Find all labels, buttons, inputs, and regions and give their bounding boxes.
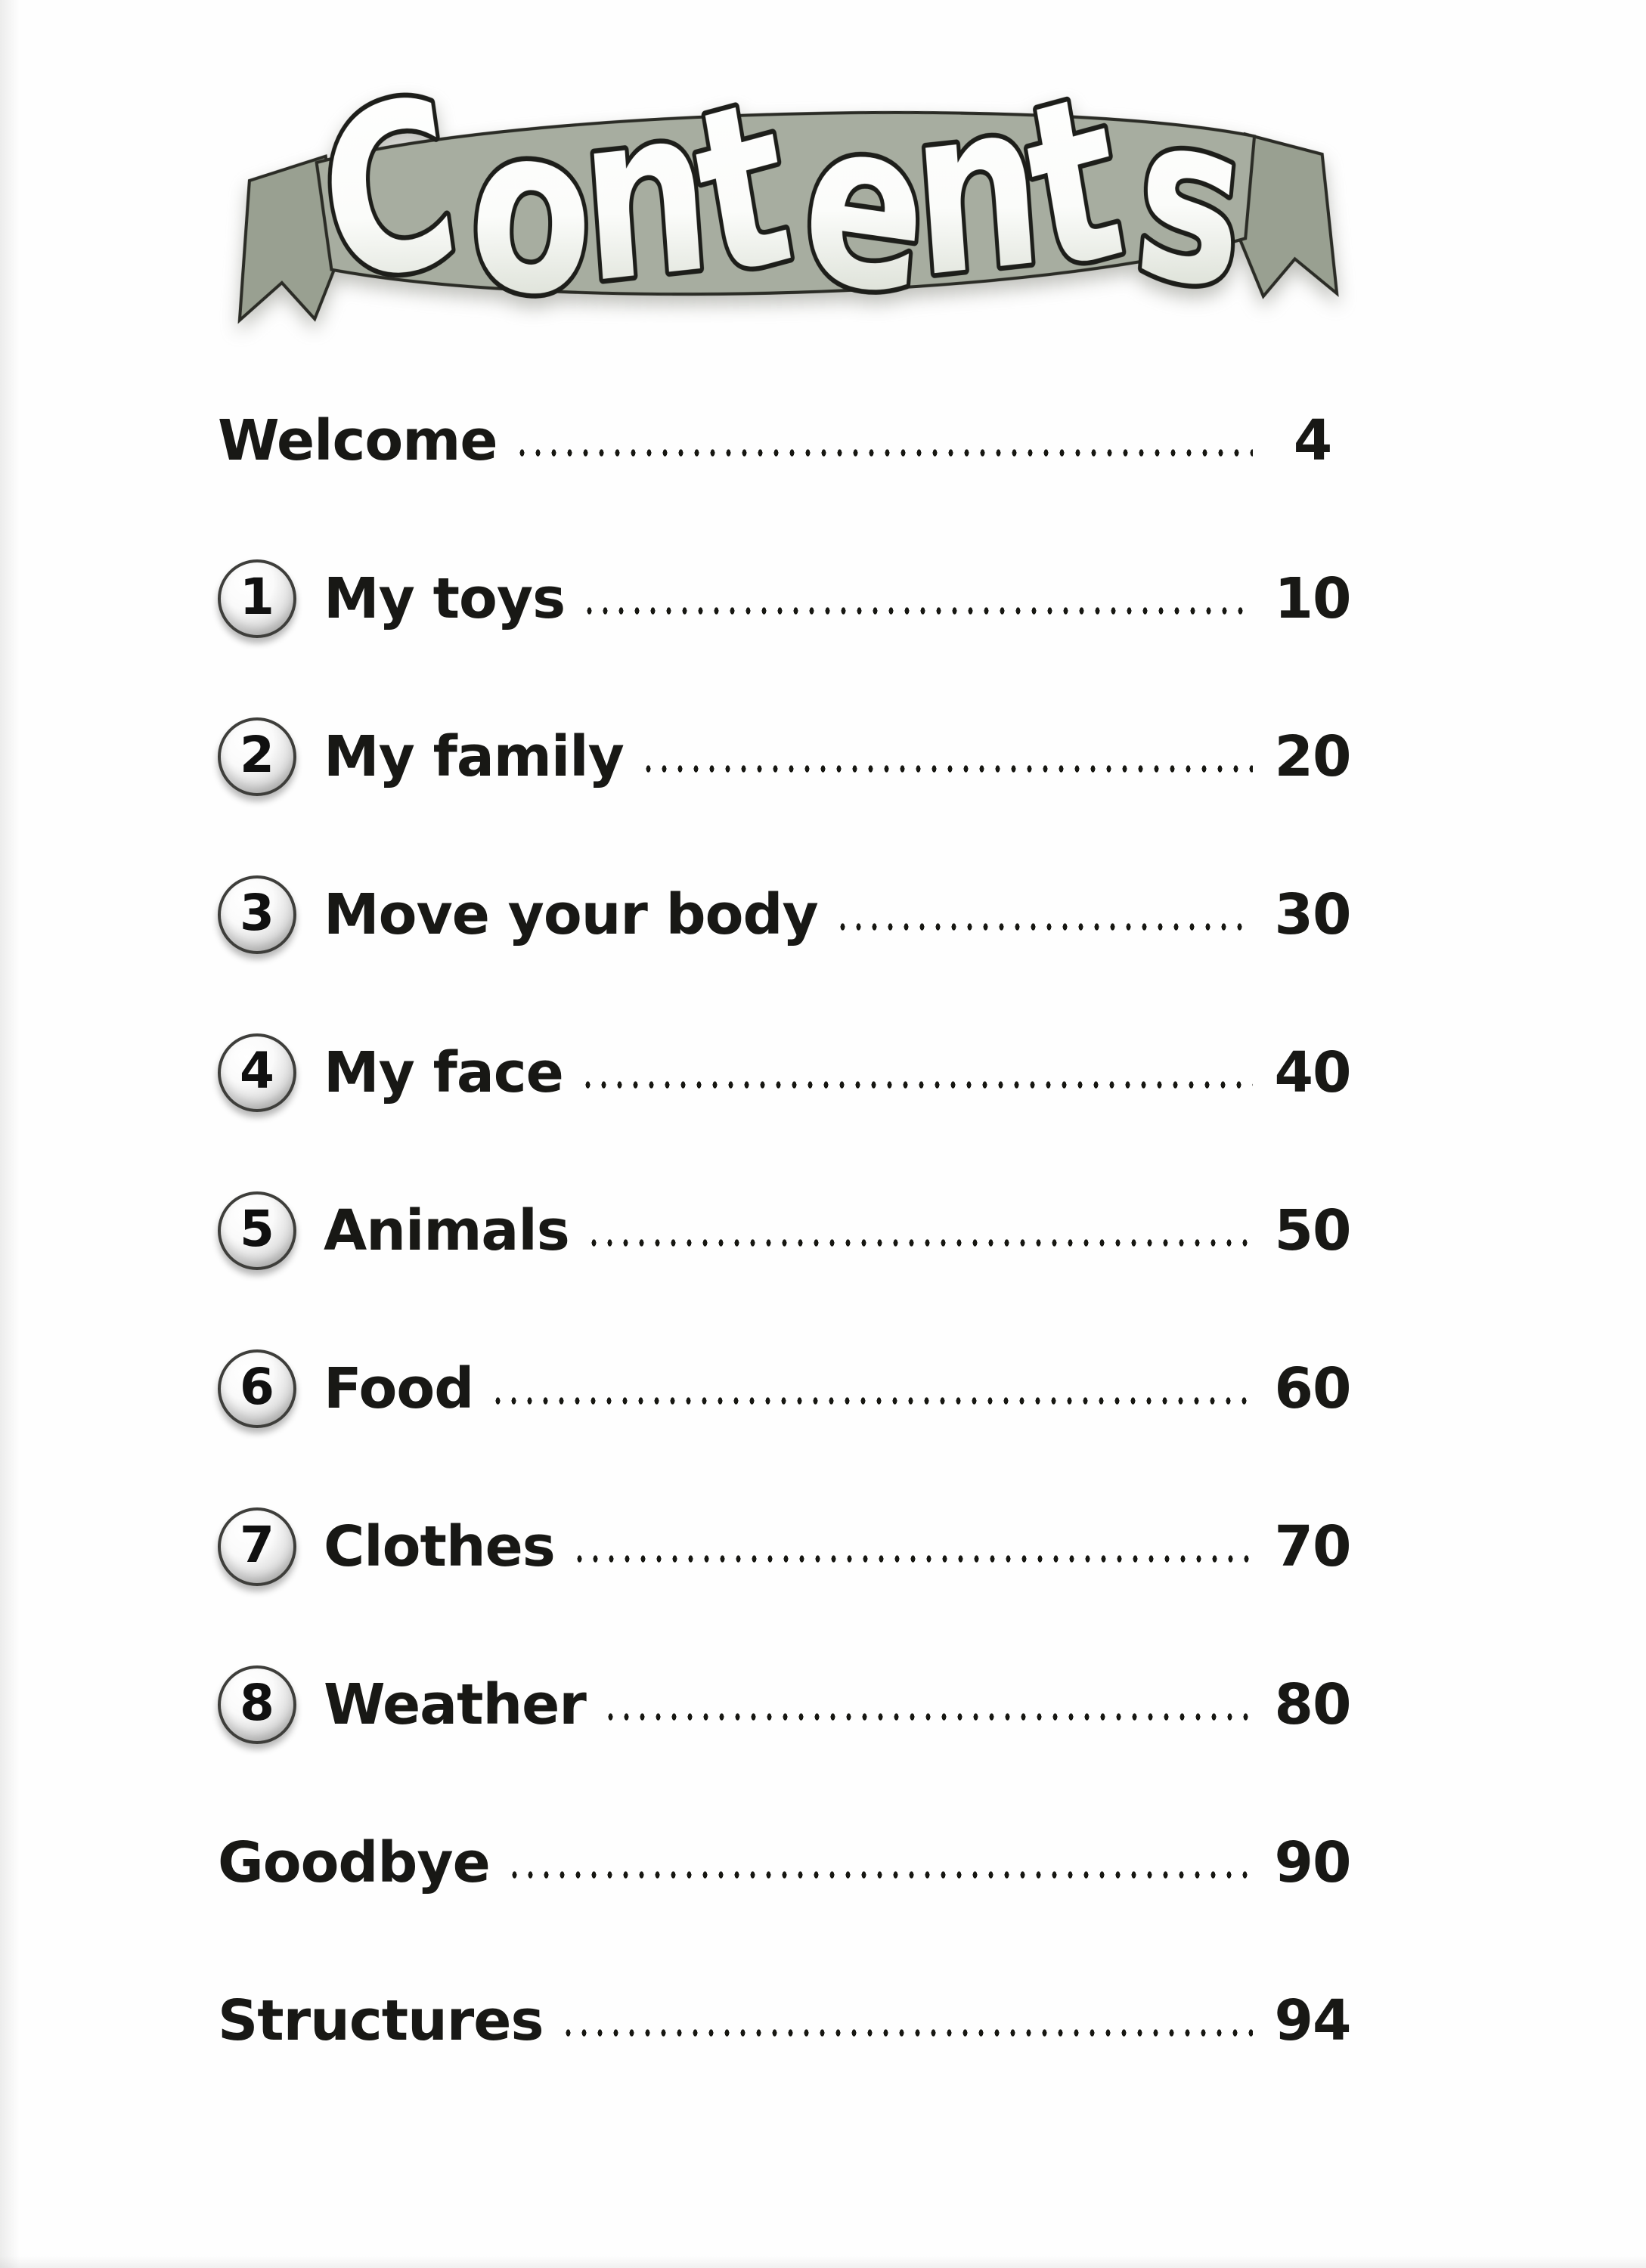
- entry-title: My toys: [324, 565, 566, 631]
- entry-title: My face: [324, 1040, 563, 1105]
- contents-banner: [227, 45, 1346, 351]
- unit-number-badge: [218, 559, 296, 638]
- entry-page-number: 90: [1274, 1830, 1351, 1895]
- dotted-leader: [586, 1237, 1253, 1249]
- dotted-leader: [581, 605, 1253, 617]
- toc-entry: [218, 361, 1357, 519]
- toc-entry: [218, 519, 1357, 677]
- unit-number: 6: [240, 1357, 274, 1416]
- entry-page-number: 4: [1293, 407, 1332, 473]
- toc-list: [218, 361, 1357, 2099]
- toc-entry: [218, 1309, 1357, 1467]
- unit-number-badge: [218, 1507, 296, 1586]
- unit-number-badge: [218, 1665, 296, 1744]
- scan-edge-shading-left: [0, 0, 20, 2268]
- entry-title: Goodbye: [218, 1830, 490, 1895]
- entry-page-number: 50: [1274, 1198, 1351, 1263]
- toc-entry: [218, 1625, 1357, 1783]
- toc-entry: [218, 1151, 1357, 1309]
- ribbon-banner-graphic: [225, 45, 1348, 352]
- unit-number: 5: [240, 1199, 274, 1258]
- unit-number: 8: [240, 1673, 274, 1732]
- dotted-leader: [640, 763, 1253, 775]
- toc-entry: [218, 1783, 1357, 1941]
- entry-page-number: 20: [1274, 723, 1351, 789]
- entry-page-number: 30: [1274, 881, 1351, 947]
- entry-page-number: 40: [1274, 1040, 1351, 1105]
- banner-title: Contents: [299, 45, 1293, 351]
- unit-number-badge: [218, 1191, 296, 1270]
- toc-entry: [218, 1467, 1357, 1625]
- dotted-leader: [580, 1079, 1253, 1091]
- entry-title: Weather: [324, 1672, 586, 1737]
- unit-number-badge: [218, 1349, 296, 1428]
- entry-page-number: 80: [1274, 1672, 1351, 1737]
- entry-title: Food: [324, 1356, 474, 1421]
- entry-title: My family: [324, 723, 624, 789]
- entry-title: Structures: [218, 1988, 544, 2053]
- dotted-leader: [835, 921, 1253, 933]
- unit-number: 7: [240, 1515, 274, 1574]
- entry-page-number: 94: [1274, 1988, 1351, 2053]
- unit-number: 4: [240, 1041, 274, 1100]
- toc-entry: [218, 677, 1357, 835]
- scan-edge-shading-bottom: [0, 2256, 1646, 2268]
- entry-page-number: 60: [1274, 1356, 1351, 1421]
- dotted-leader: [572, 1553, 1253, 1565]
- toc-entry: [218, 835, 1357, 993]
- unit-number: 3: [240, 883, 274, 942]
- unit-number: 1: [240, 567, 274, 626]
- toc-entry: [218, 993, 1357, 1151]
- toc-entry: [218, 1941, 1357, 2099]
- dotted-leader: [490, 1395, 1253, 1407]
- unit-number-badge: [218, 1033, 296, 1112]
- entry-page-number: 70: [1274, 1514, 1351, 1579]
- entry-page-number: 10: [1274, 565, 1351, 631]
- entry-title: Move your body: [324, 881, 818, 947]
- dotted-leader: [603, 1711, 1253, 1723]
- entry-title: Welcome: [218, 407, 498, 473]
- entry-title: Clothes: [324, 1514, 555, 1579]
- dotted-leader: [514, 447, 1253, 459]
- unit-number-badge: [218, 875, 296, 954]
- dotted-leader: [560, 2027, 1254, 2039]
- unit-number: 2: [240, 725, 274, 784]
- unit-number-badge: [218, 717, 296, 796]
- entry-title: Animals: [324, 1198, 569, 1263]
- dotted-leader: [507, 1869, 1253, 1881]
